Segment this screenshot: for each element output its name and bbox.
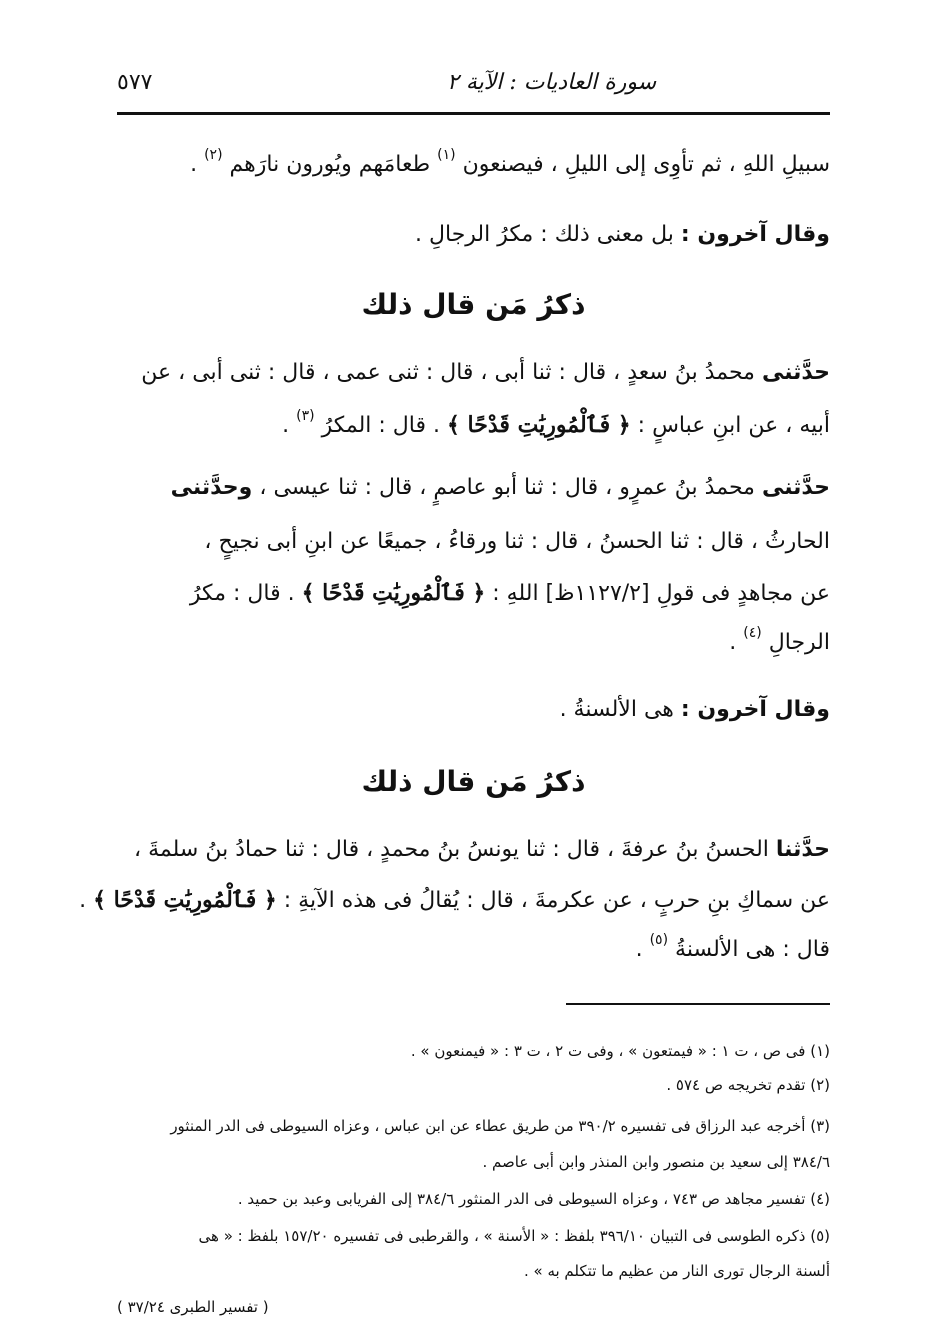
text-span: . (190, 152, 198, 177)
text-span: سبيلِ اللهِ ، ثم تأوِى إلى الليلِ ، فيصنعون (462, 152, 830, 177)
text-line (560, 695, 830, 725)
text-span: قال : هى الألسنةُ (675, 937, 830, 962)
text-line (282, 410, 830, 443)
footnote-3: (٣) أخرجه عبد الرزاق فى تفسيره ٣٩٠/٢ من طريق عطاء عن ابن عباس ، وعزاه السيوطى فى الدر المنثور (170, 1117, 830, 1135)
main-text (79, 0, 830, 1000)
text-line (635, 932, 830, 967)
quran-verse: ﴿ فَٱلْمُورِيَٰتِ قَدْحًا ﴾ (93, 887, 277, 913)
isnad-start: حدَّثنى (761, 475, 830, 500)
text-span: . (79, 888, 87, 913)
footnote-5-cont: ألسنة الرجال تورى النار من عظيم ما تتكلم به » . (523, 1262, 830, 1280)
text-span: الرجالِ (768, 630, 830, 655)
isnad-start: حدَّثنا (775, 837, 830, 862)
text-line (141, 358, 830, 388)
footnote-ref: (٥) (649, 932, 669, 948)
text-span: عن مجاهدٍ فى قولِ [١١٢٧/٢ظ] اللهِ : (492, 581, 830, 606)
footnote-1: (١) فى ص ، ت ١ : « فيمتعون » ، وفى ت ٢ ، ت ٣ : « فيمنعون » . (410, 1042, 830, 1060)
section-heading: ذكرُ مَن قال ذلك (361, 765, 586, 798)
text-span: الحسنُ بنُ عرفةَ ، قال : ثنا يونسُ بنُ محمدٍ ، قال : ثنا حمادُ بنُ سلمةَ ، (134, 837, 769, 862)
page-number: ٥٧٧ (117, 70, 153, 95)
isnad-start: حدَّثنى (761, 360, 830, 385)
section-heading: ذكرُ مَن قال ذلك (361, 288, 586, 321)
text-line (729, 625, 830, 660)
text-line (190, 147, 830, 182)
text-line (79, 885, 830, 916)
text-span: . (282, 413, 290, 438)
text-line (415, 220, 830, 250)
speaker-label: وقال آخرون : (680, 697, 830, 722)
text-span: عن سماكِ بنِ حربٍ ، عن عكرمةَ ، قال : يُقالُ فى هذه الآيةِ : (283, 888, 830, 913)
text-span: طعامَهم ويُورون نارَهم (229, 152, 431, 177)
running-title: سورة العاديات : الآية ٢ (447, 70, 657, 95)
footnote-4: (٤) تفسير مجاهد ص ٧٤٣ ، وعزاه السيوطى فى الدر المنثور ٣٨٤/٦ إلى الفريابى وعبد بن حميد . (237, 1190, 830, 1208)
footnote-3-cont: ٣٨٤/٦ إلى سعيد بن منصور وابن المنذر وابن أبى عاصم . (482, 1153, 830, 1171)
text-span: محمدُ بنُ سعدٍ ، قال : ثنا أبى ، قال : ثنى عمى ، قال : ثنى أبى ، عن (141, 360, 755, 385)
footnote-ref: (١) (437, 147, 456, 163)
footnote-5: (٥) ذكره الطوسى فى التبيان ٣٩٦/١٠ بلفظ : « الأسنة » ، والقرطبى فى تفسيره ١٥٧/٢٠ بلفظ : « هى (198, 1227, 830, 1245)
footnote-ref: (٢) (204, 147, 223, 163)
footnote-ref: (٣) (296, 408, 315, 424)
speaker-label: وقال آخرون : (680, 222, 830, 247)
text-span: . (729, 630, 737, 655)
isnad-start: وحدَّثنى (170, 475, 253, 500)
quran-verse: ﴿ فَٱلْمُورِيَٰتِ قَدْحًا ﴾ (301, 580, 486, 606)
text-span: محمدُ بنُ عمرٍو ، قال : ثنا أبو عاصمٍ ، قال : ثنا عيسى ، (259, 475, 755, 500)
footnote-rule (566, 1003, 830, 1005)
text-span: بل معنى ذلك : مكرُ الرجالِ . (415, 222, 674, 247)
footnote-2: (٢) تقدم تخريجه ص ٥٧٤ . (666, 1076, 830, 1094)
page-footer: ( تفسير الطبرى ٣٧/٢٤ ) (117, 1298, 269, 1316)
footnote-ref: (٤) (743, 625, 762, 641)
text-span: أبيه ، عن ابنِ عباسٍ : (637, 413, 830, 438)
text-span: . (635, 937, 643, 962)
text-span: . قال : مكرُ (189, 581, 295, 606)
text-line (171, 473, 830, 503)
text-line (190, 578, 830, 609)
quran-verse: ﴿ فَٱلْمُورِيَٰتِ قَدْحًا ﴾ (447, 412, 631, 438)
text-span: هى الألسنةُ . (559, 697, 674, 722)
text-span: . قال : المكرُ (321, 413, 440, 438)
text-line (134, 835, 830, 865)
text-line: الحارثُ ، قال : ثنا الحسنُ ، قال : ثنا ورقاءُ ، جميعًا عن ابنِ أبى نجيحٍ ، (204, 529, 830, 554)
